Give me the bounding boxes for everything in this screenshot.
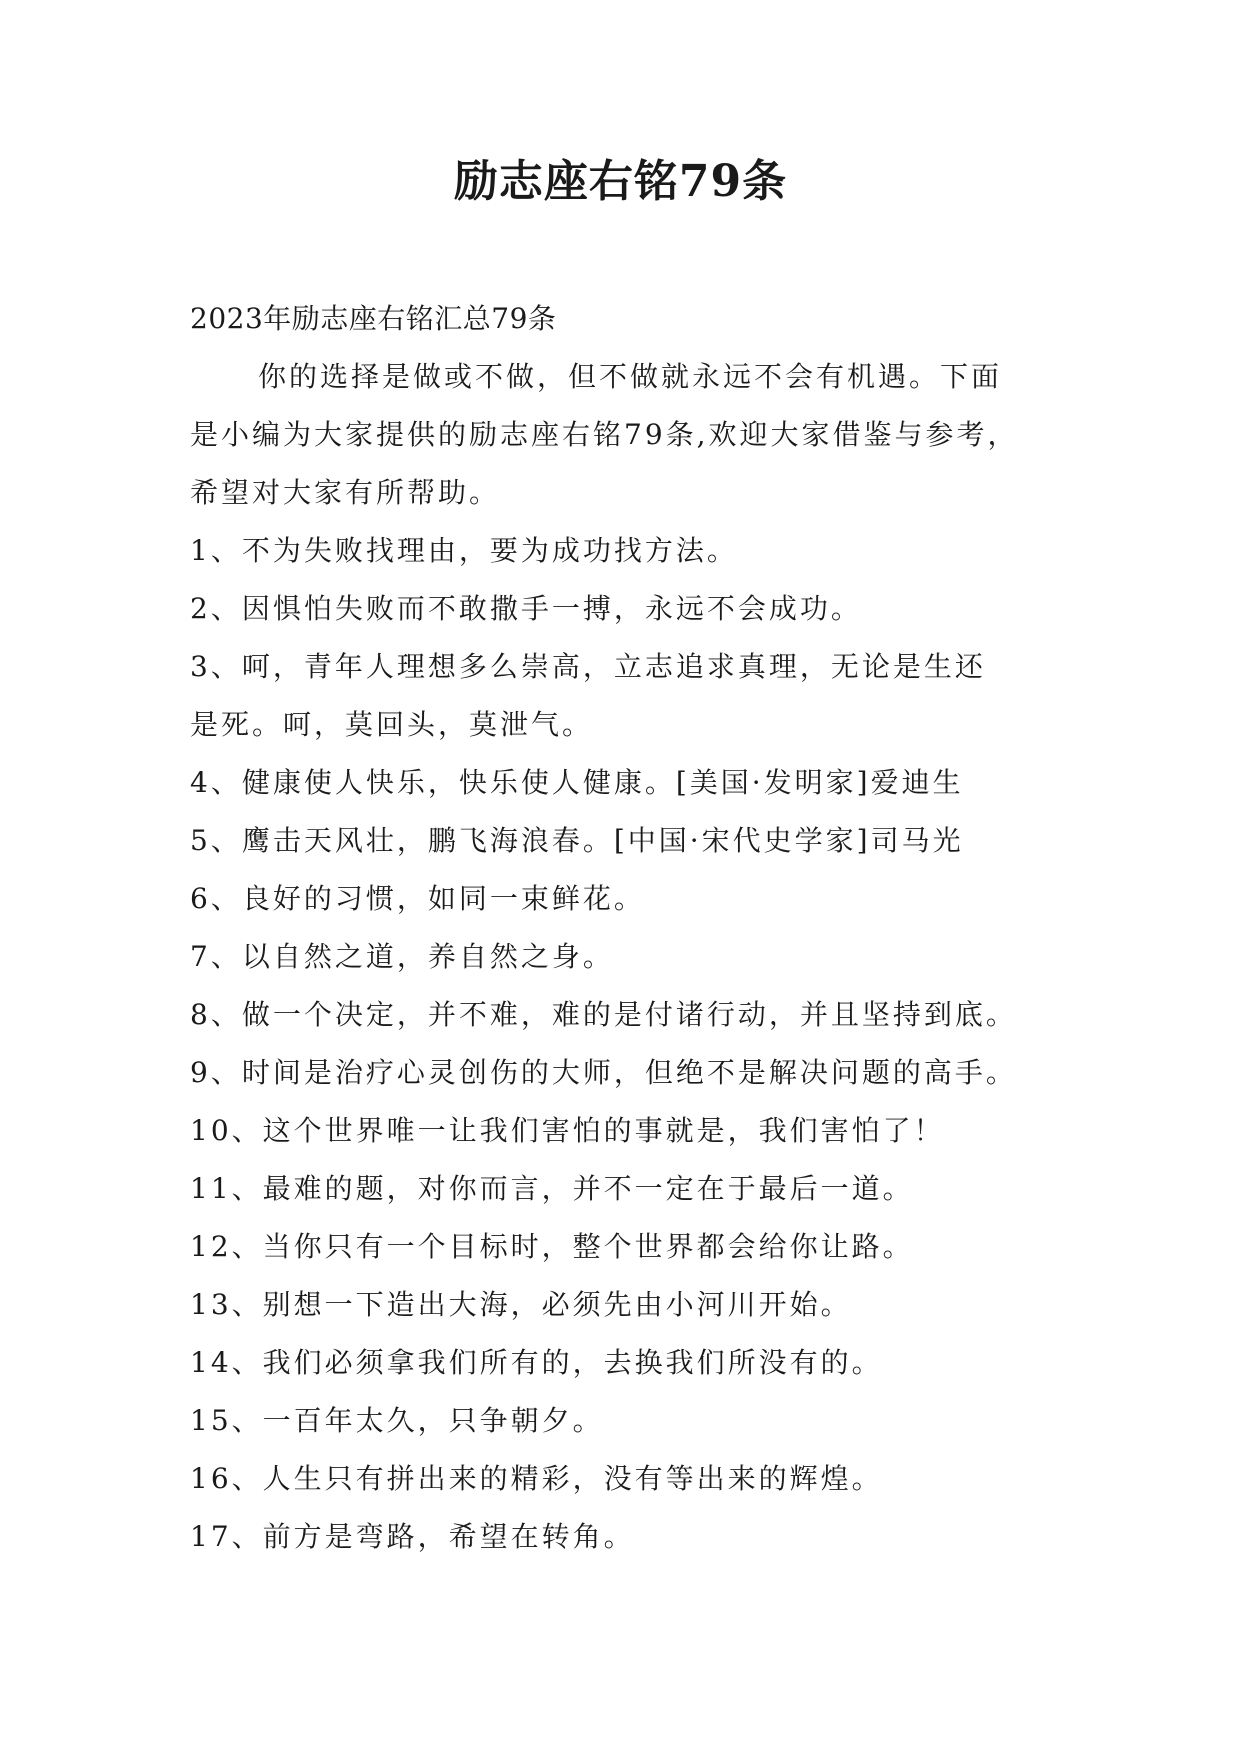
motto-line: 4、健康使人快乐，快乐使人健康。[美国·发明家]爱迪生	[190, 766, 964, 799]
motto-line: 6、良好的习惯，如同一束鲜花。	[190, 882, 645, 915]
motto-line: 5、鹰击天风壮，鹏飞海浪春。[中国·宋代史学家]司马光	[190, 824, 964, 857]
intro-line: 希望对大家有所帮助。	[190, 476, 501, 509]
document-title: 励志座右铭79条	[453, 156, 788, 207]
motto-line: 11、最难的题，对你而言，并不一定在于最后一道。	[190, 1172, 914, 1205]
motto-line: 12、当你只有一个目标时，整个世界都会给你让路。	[190, 1230, 914, 1263]
intro-line: 是小编为大家提供的励志座右铭79条,欢迎大家借鉴与参考，	[190, 418, 1019, 451]
motto-line: 7、以自然之道，养自然之身。	[190, 940, 614, 973]
motto-line: 1、不为失败找理由，要为成功找方法。	[190, 534, 738, 567]
motto-line: 3、呵，青年人理想多么崇高，立志追求真理，无论是生还	[190, 650, 986, 683]
document-subtitle: 2023年励志座右铭汇总79条	[190, 302, 557, 335]
intro-line: 你的选择是做或不做，但不做就永远不会有机遇。下面	[258, 360, 1003, 393]
document-body	[190, 290, 1070, 1566]
motto-line: 14、我们必须拿我们所有的，去换我们所没有的。	[190, 1346, 883, 1379]
motto-line: 是死。呵，莫回头，莫泄气。	[190, 708, 594, 741]
motto-line: 2、因惧怕失败而不敢撒手一搏，永远不会成功。	[190, 592, 862, 625]
motto-line: 10、这个世界唯一让我们害怕的事就是，我们害怕了！	[190, 1114, 945, 1147]
motto-line: 17、前方是弯路，希望在转角。	[190, 1520, 635, 1553]
motto-line: 8、做一个决定，并不难，难的是付诸行动，并且坚持到底。	[190, 998, 1017, 1031]
motto-line: 16、人生只有拼出来的精彩，没有等出来的辉煌。	[190, 1462, 883, 1495]
motto-line: 15、一百年太久，只争朝夕。	[190, 1404, 604, 1437]
motto-line: 9、时间是治疗心灵创伤的大师，但绝不是解决问题的高手。	[190, 1056, 1017, 1089]
motto-line: 13、别想一下造出大海，必须先由小河川开始。	[190, 1288, 852, 1321]
